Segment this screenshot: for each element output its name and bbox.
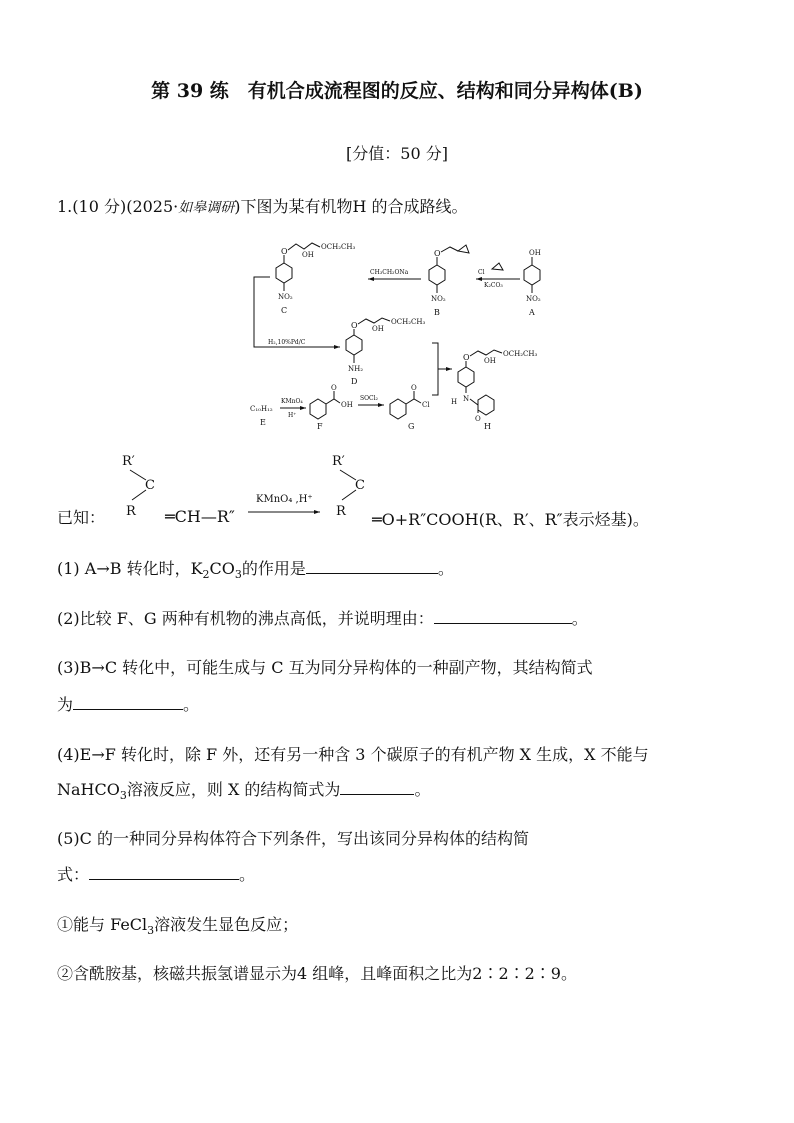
svg-text:O: O	[411, 384, 417, 392]
svg-text:NO₂: NO₂	[431, 295, 446, 303]
answer-blank-5[interactable]	[89, 865, 239, 880]
condition-2: ②含酰胺基，核磁共振氢谱显示为4 组峰，且峰面积之比为2∶2∶2∶9。	[57, 964, 577, 983]
reagent-e-f-acid: H⁺	[288, 412, 297, 419]
label-a: A	[529, 308, 535, 317]
question-3-line2: 为 。	[57, 695, 200, 714]
known-reactant: ═CH—R″	[165, 507, 235, 526]
reagent-b-c: CH₃CH₂ONa	[370, 269, 409, 276]
label-f: F	[317, 422, 323, 431]
known-arrow	[248, 507, 324, 517]
svg-text:O: O	[463, 353, 470, 362]
compound-h	[451, 350, 537, 431]
question-intro	[57, 194, 468, 217]
reagent-a-b-base: K₂CO₃	[484, 282, 503, 289]
formula-e: C₁₀H₁₂	[250, 405, 273, 413]
svg-text:OH: OH	[341, 401, 353, 409]
reagent-c-d: H₂,10%Pd/C	[268, 339, 306, 346]
svg-text:O: O	[475, 415, 481, 423]
compound-g	[390, 384, 430, 431]
reagent-a-b-cl: Cl	[478, 269, 485, 276]
known-reagent: KMnO₄ ,H⁺	[256, 494, 313, 505]
known-r1-left: R′	[122, 454, 135, 469]
known-label: 已知：	[57, 508, 106, 527]
question-2: (2)比较 F、G 两种有机物的沸点高低，并说明理由： 。	[57, 609, 588, 628]
label-c: C	[281, 306, 288, 315]
label-b: B	[434, 308, 440, 317]
answer-blank-2[interactable]	[434, 609, 572, 624]
question-1: (1) A→B 转化时，$K_2CO_3$的作用是 。	[57, 559, 454, 582]
label-h: H	[484, 422, 491, 431]
svg-text:N: N	[463, 395, 470, 403]
known-c-left: C	[145, 478, 155, 493]
answer-blank-4[interactable]	[340, 780, 414, 795]
svg-text:OH: OH	[529, 249, 541, 257]
label-g: G	[408, 422, 415, 431]
reagent-f-g: SOCl₂	[360, 395, 378, 402]
known-r-left: R	[126, 504, 136, 519]
svg-text:NH₂: NH₂	[348, 365, 364, 373]
synthesis-scheme	[240, 235, 570, 435]
compound-f	[310, 384, 353, 431]
svg-text:OCH₂CH₃: OCH₂CH₃	[391, 318, 426, 326]
svg-text:OH: OH	[302, 251, 314, 259]
answer-blank-3[interactable]	[73, 695, 183, 710]
question-4-line2: NaHCO$_3$溶液反应，则 X 的结构简式为 。	[57, 780, 431, 803]
known-bonds-right	[330, 462, 370, 502]
page-title: 第 39 练 有机合成流程图的反应、结构和同分异构体(B)	[151, 80, 643, 102]
label-e: E	[260, 418, 266, 427]
known-r-right: R	[336, 504, 346, 519]
svg-text:OCH₂CH₃: OCH₂CH₃	[503, 350, 538, 358]
svg-text:O: O	[434, 249, 441, 258]
question-4-line1: (4)E→F 转化时，除 F 外，还有另一种含 3 个碳原子的有机产物 X 生成，X 不能与	[57, 745, 649, 764]
svg-text:O: O	[351, 321, 358, 330]
question-5-line1: (5)C 的一种同分异构体符合下列条件，写出该同分异构体的结构简	[57, 829, 529, 848]
svg-text:O: O	[331, 384, 337, 392]
svg-text:OCH₂CH₃: OCH₂CH₃	[321, 243, 356, 251]
svg-text:H: H	[451, 398, 458, 406]
score-label: [分值：50 分]	[346, 144, 448, 163]
question-3-line1: (3)B→C 转化中，可能生成与 C 互为同分异构体的一种副产物，其结构简式	[57, 658, 593, 677]
answer-blank-1[interactable]	[306, 559, 438, 574]
svg-text:OH: OH	[372, 325, 384, 333]
reagent-e-f-ox: KMnO₄	[281, 398, 303, 405]
known-product: ═O+R″COOH(R、R′、R″表示烃基)。	[372, 510, 649, 529]
condition-1: ①能与 FeCl$_3$溶液发生显色反应；	[57, 915, 299, 938]
intro-source: 如皋调研	[178, 200, 235, 216]
known-bonds-left	[120, 462, 160, 502]
svg-text:NO₂: NO₂	[526, 295, 541, 303]
svg-text:NO₂: NO₂	[278, 293, 293, 301]
compound-b	[429, 245, 469, 317]
label-d: D	[351, 377, 358, 386]
intro-text: 1.(10 分)(2025·	[57, 197, 179, 216]
svg-text:OH: OH	[484, 357, 496, 365]
intro-text-end: )下图为某有机物H 的合成路线。	[234, 197, 468, 216]
question-5-line2: 式： 。	[57, 865, 256, 884]
compound-d	[346, 318, 425, 386]
compound-c	[276, 243, 355, 315]
svg-text:Cl: Cl	[422, 401, 430, 409]
known-r1-right: R′	[332, 454, 345, 469]
compound-a	[524, 249, 541, 317]
known-c-right: C	[355, 478, 365, 493]
svg-text:O: O	[281, 247, 288, 256]
